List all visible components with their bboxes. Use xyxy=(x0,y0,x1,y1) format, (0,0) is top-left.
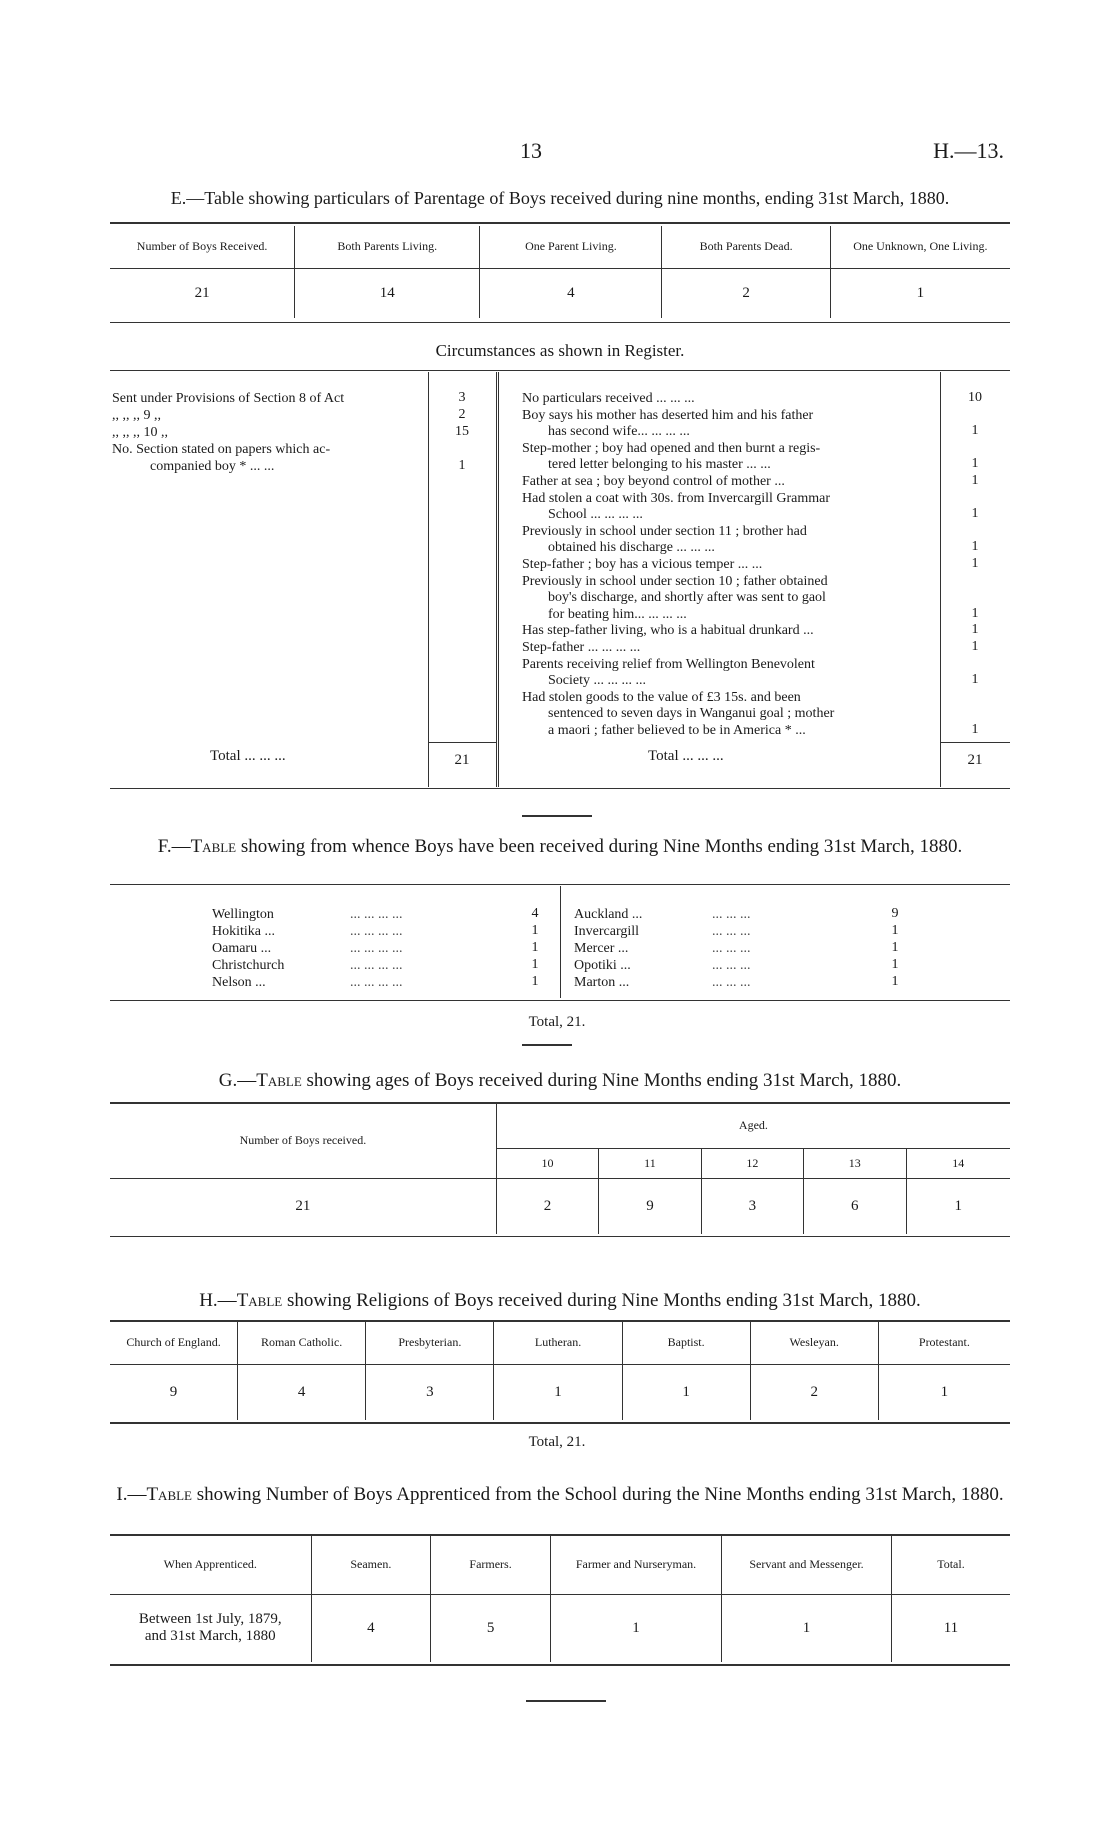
table-g-age: 14 xyxy=(952,1155,965,1170)
table-h-cell: 4 xyxy=(238,1364,366,1420)
register-right-line: Father at sea ; boy beyond control of mother ... xyxy=(522,474,785,489)
table-h-total: Total, 21. xyxy=(528,1434,586,1450)
table-f-place: Auckland ... xyxy=(574,907,643,922)
table-h-header: Presbyterian. xyxy=(366,1322,494,1364)
divider xyxy=(110,1000,1010,1001)
divider xyxy=(110,1236,1010,1237)
table-g-cell: 3 xyxy=(701,1178,803,1234)
register-right-value: 1 xyxy=(971,605,979,621)
table-g-cell: 21 xyxy=(110,1178,496,1234)
table-h-cell: 3 xyxy=(366,1364,494,1420)
title-text: showing from whence Boys have been received during Nine Months ending 31st March, 1880. xyxy=(240,836,963,857)
register-right-line: Boy says his mother has deserted him and his father xyxy=(522,407,814,423)
section-separator xyxy=(522,1044,572,1046)
register-right-value: 1 xyxy=(971,622,979,638)
table-e-header: Both Parents Living. xyxy=(295,226,480,268)
table-i-header: Farmers. xyxy=(431,1536,551,1594)
table-f-dots: ... ... ... ... xyxy=(350,941,403,956)
table-f-dots: ... ... ... xyxy=(712,958,751,973)
table-i-title xyxy=(110,1484,1010,1505)
table-f-place: Christchurch xyxy=(212,958,285,973)
table-g-cell: 9 xyxy=(599,1178,701,1234)
register-left-label: ,, ,, ,, 10 ,, xyxy=(112,425,168,440)
table-f-count: 1 xyxy=(891,974,899,989)
table-f-count: 1 xyxy=(891,923,899,938)
section-separator xyxy=(522,815,592,817)
register-left-value: 15 xyxy=(455,424,469,439)
divider xyxy=(110,1664,1010,1666)
table-g-age: 12 xyxy=(701,1148,803,1178)
table-h-header: Wesleyan. xyxy=(750,1322,878,1364)
register-right-line: Previously in school under section 11 ; brother had xyxy=(522,523,807,539)
divider xyxy=(110,370,1010,371)
table-g-title xyxy=(110,1070,1010,1091)
table-i-cell: 11 xyxy=(943,1619,959,1636)
title-text: showing Religions of Boys received during Nine Months ending 31st March, 1880. xyxy=(286,1290,921,1311)
table-g-aged: Aged. xyxy=(496,1104,1010,1148)
table-e-header: Both Parents Dead. xyxy=(662,226,830,268)
left-total-label: Total ... ... ... xyxy=(210,748,286,764)
register-right-value: 1 xyxy=(971,456,979,472)
table-h-header: Church of England. xyxy=(110,1322,238,1364)
table-h-header: Protestant. xyxy=(918,1335,970,1350)
register-left-label: No. Section stated on papers which ac- xyxy=(112,442,331,457)
table-h-cell: 1 xyxy=(494,1364,622,1420)
table-e-cell: 21 xyxy=(110,268,295,318)
table-f-place: Mercer ... xyxy=(574,941,629,956)
title-text: showing Number of Boys Apprenticed from the School during the Nine Months ending 31st March, 1880. xyxy=(196,1484,1004,1505)
table-i-header: Total. xyxy=(937,1557,965,1572)
divider xyxy=(940,742,1010,743)
table-f-place: Invercargill xyxy=(574,924,640,939)
table-f-place: Opotiki ... xyxy=(574,958,631,973)
title-word: Table xyxy=(190,836,237,857)
table-i-header: Servant and Messenger. xyxy=(722,1536,892,1594)
table-i-cell: 1 xyxy=(550,1594,721,1662)
table-i-cell: 4 xyxy=(311,1594,431,1662)
table-i-cell: 5 xyxy=(431,1594,551,1662)
divider xyxy=(110,1422,1010,1424)
divider xyxy=(110,222,1010,224)
table-f-place: Wellington xyxy=(212,907,274,922)
table-f-place: Marton ... xyxy=(574,975,630,990)
register-right-line: Had stolen goods to the value of £3 15s. and been xyxy=(522,689,801,705)
title-word: Table xyxy=(146,1484,192,1505)
title-prefix: G.— xyxy=(218,1070,257,1091)
table-e-header: One Parent Living. xyxy=(480,226,662,268)
register-right-value: 1 xyxy=(971,539,979,555)
divider xyxy=(428,742,496,743)
row-label-line: and 31st March, 1880 xyxy=(144,1628,276,1645)
register-right-value: 1 xyxy=(971,672,979,688)
table-e-header: Number of Boys Received. xyxy=(110,226,295,268)
table-f-place: Hokitika ... xyxy=(212,924,275,939)
row-label-line: Between 1st July, 1879, xyxy=(138,1611,282,1628)
table-f-count: 1 xyxy=(891,940,899,955)
register-right-line: boy's discharge, and shortly after was sent to gaol xyxy=(548,590,826,606)
table-i-row-label xyxy=(110,1594,311,1662)
table-f-count: 1 xyxy=(531,940,539,955)
table-f-dots: ... ... ... xyxy=(712,975,751,990)
table-f-place: Oamaru ... xyxy=(212,941,272,956)
table-h-header: Roman Catholic. xyxy=(238,1322,366,1364)
table-f-count: 1 xyxy=(891,957,899,972)
table-e-cell: 2 xyxy=(662,268,830,318)
register-right-line: Step-father ... ... ... ... xyxy=(522,640,641,655)
register-right-line: sentenced to seven days in Wanganui goal ; mother xyxy=(548,706,835,722)
table-i-header: Seamen. xyxy=(311,1536,431,1594)
register-right-line: has second wife... ... ... ... xyxy=(548,424,690,440)
table-g-cell: 1 xyxy=(954,1197,962,1214)
table-e xyxy=(110,226,1010,318)
table-f-total: Total, 21. xyxy=(528,1014,586,1030)
table-h-header: Lutheran. xyxy=(494,1322,622,1364)
register-right-line: a maori ; father believed to be in America * ... xyxy=(548,723,806,738)
table-f-count: 1 xyxy=(531,974,539,989)
register-right-line: tered letter belonging to his master ... ... xyxy=(548,457,771,473)
table-i-cell: 1 xyxy=(722,1594,892,1662)
title-prefix: I.— xyxy=(116,1484,147,1505)
register-right-value: 1 xyxy=(971,639,979,654)
table-g-age: 11 xyxy=(599,1148,701,1178)
register-right-line: for beating him... ... ... ... xyxy=(548,606,687,622)
register-right-value: 10 xyxy=(968,390,982,405)
table-e-cell: 4 xyxy=(480,268,662,318)
register-right-line: Previously in school under section 10 ; father obtained xyxy=(522,573,828,589)
divider xyxy=(110,788,1010,789)
divider xyxy=(110,322,1010,323)
column-divider xyxy=(560,886,561,998)
table-g-cell: 2 xyxy=(496,1178,598,1234)
title-prefix: H.— xyxy=(199,1290,237,1311)
register-left-value: 1 xyxy=(458,458,466,473)
table-f-dots: ... ... ... ... xyxy=(350,907,403,922)
divider xyxy=(110,884,1010,885)
register-right-line: Had stolen a coat with 30s. from Invercargill Grammar xyxy=(522,490,831,506)
page-number: 13 xyxy=(520,138,542,163)
register-left-value: 3 xyxy=(458,390,466,405)
table-f-dots: ... ... ... xyxy=(712,924,751,939)
table-g-age: 13 xyxy=(804,1148,906,1178)
section-separator xyxy=(526,1700,606,1702)
table-f-dots: ... ... ... ... xyxy=(350,924,403,939)
table-f-count: 1 xyxy=(531,923,539,938)
table-h-header: Baptist. xyxy=(622,1322,750,1364)
register-right-line: Has step-father living, who is a habitual drunkard ... xyxy=(522,623,814,639)
title-prefix: F.— xyxy=(157,836,191,857)
table-g xyxy=(110,1104,1010,1234)
table-i xyxy=(110,1536,1010,1662)
register-right-line: Step-mother ; boy had opened and then burnt a regis- xyxy=(522,440,821,456)
register-right-line: obtained his discharge ... ... ... xyxy=(548,540,715,556)
right-total-label: Total ... ... ... xyxy=(648,748,724,764)
register-left-label: companied boy * ... ... xyxy=(150,459,275,474)
register-title: Circumstances as shown in Register. xyxy=(435,341,685,360)
table-f-dots: ... ... ... xyxy=(712,941,751,956)
page-reference: H.—13. xyxy=(933,138,1004,163)
table-h-cell: 9 xyxy=(110,1364,238,1420)
register-right-value: 1 xyxy=(971,556,979,571)
title-word: Table xyxy=(236,1290,283,1311)
table-e-title: E.—Table showing particulars of Parentage of Boys received during nine months, ending 31st March, 1880. xyxy=(170,188,950,208)
register-left-label: ,, ,, ,, 9 ,, xyxy=(112,408,161,423)
table-h xyxy=(110,1322,1010,1420)
table-i-header: Farmer and Nurseryman. xyxy=(550,1536,721,1594)
register-right-line: School ... ... ... ... xyxy=(548,507,643,523)
table-i-header: When Apprenticed. xyxy=(110,1536,311,1594)
table-h-cell: 1 xyxy=(940,1383,949,1400)
table-f-count: 1 xyxy=(531,957,539,972)
table-h-cell: 1 xyxy=(622,1364,750,1420)
register-right-line: No particulars received ... ... ... xyxy=(522,391,695,406)
column-divider xyxy=(496,372,499,787)
table-g-cell: 6 xyxy=(804,1178,906,1234)
table-f-dots: ... ... ... ... xyxy=(350,958,403,973)
table-e-cell: 14 xyxy=(295,268,480,318)
title-text: showing ages of Boys received during Nine Months ending 31st March, 1880. xyxy=(306,1070,902,1091)
table-g-age: 10 xyxy=(496,1148,598,1178)
table-h-title xyxy=(110,1290,1010,1311)
register-left-label: Sent under Provisions of Section 8 of Act xyxy=(112,391,345,406)
table-g-header: Number of Boys received. xyxy=(110,1104,496,1178)
register-right-value: 1 xyxy=(971,423,979,439)
left-total-value: 21 xyxy=(454,752,470,768)
table-f-place: Nelson ... xyxy=(212,975,266,990)
table-f-title xyxy=(110,836,1010,857)
register-left-value: 2 xyxy=(458,407,466,422)
table-e-cell: 1 xyxy=(916,284,925,301)
table-f-dots: ... ... ... xyxy=(712,907,751,922)
table-h-cell: 2 xyxy=(750,1364,878,1420)
table-f-dots: ... ... ... ... xyxy=(350,975,403,990)
register-right-line: Society ... ... ... ... xyxy=(548,673,646,689)
right-total-value: 21 xyxy=(967,752,983,768)
register-right-line: Step-father ; boy has a vicious temper ... ... xyxy=(522,557,763,572)
table-f-count: 9 xyxy=(891,906,899,921)
register-right-value: 1 xyxy=(971,473,979,488)
register-right-value: 1 xyxy=(971,722,979,737)
table-f-count: 4 xyxy=(531,906,539,921)
title-word: Table xyxy=(256,1070,302,1091)
register-right-line: Parents receiving relief from Wellington Benevolent xyxy=(522,656,815,672)
table-e-header: One Unknown, One Living. xyxy=(853,239,988,254)
register-right-value: 1 xyxy=(971,506,979,522)
